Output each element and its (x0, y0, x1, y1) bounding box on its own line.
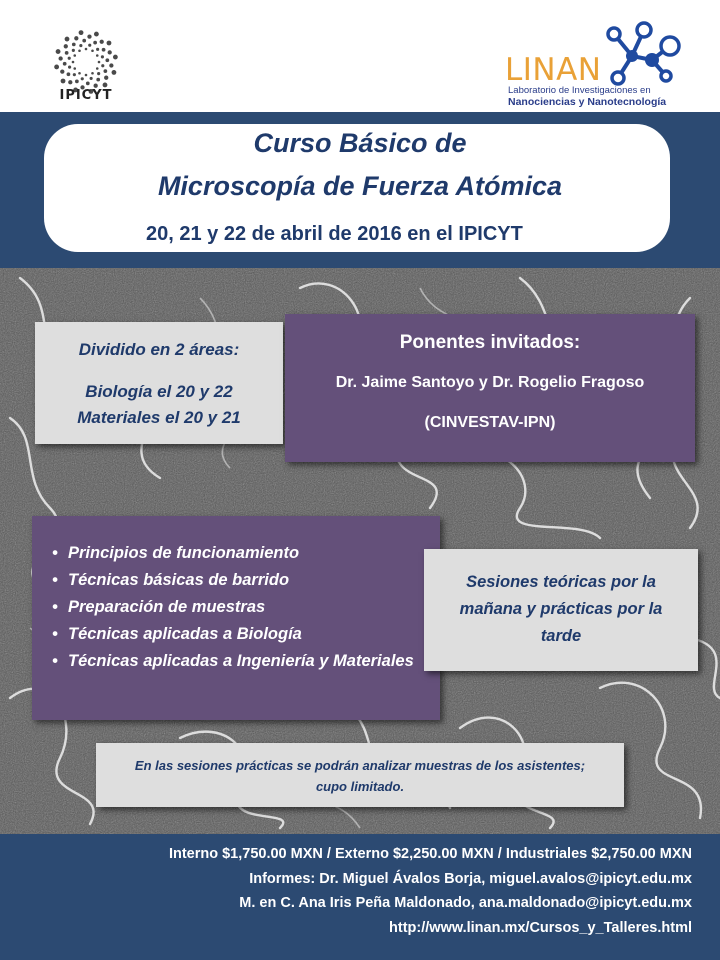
course-title-line-1: Curso Básico de (253, 128, 467, 158)
ipicyt-logo-dot (54, 65, 59, 70)
topic-item: • Preparación de muestras (52, 594, 432, 621)
ipicyt-logo-dot (101, 55, 104, 58)
sessions-box (424, 549, 698, 671)
ipicyt-logo-dot (88, 44, 91, 47)
ipicyt-logo-dot (73, 73, 76, 76)
ipicyt-logo-dot (94, 32, 99, 37)
topics-box (32, 516, 440, 720)
topics-list (52, 540, 432, 675)
footer-info (0, 842, 692, 940)
ipicyt-logo-dot (60, 70, 64, 74)
areas-biology: Biología el 20 y 22 (85, 382, 233, 401)
ipicyt-logo-dot (96, 67, 99, 70)
ipicyt-logo-dot (79, 44, 82, 47)
practice-note-box (96, 743, 624, 807)
ipicyt-logo-dot (78, 49, 81, 52)
ipicyt-logo-dot (97, 72, 100, 75)
speakers-box (285, 314, 695, 462)
ipicyt-logo-dot (96, 78, 100, 82)
ipicyt-logo-dot (82, 39, 86, 43)
ipicyt-logo-dot (104, 76, 108, 80)
ipicyt-logo-dot (72, 49, 75, 52)
linan-logo-text: LINAN (505, 52, 602, 88)
ipicyt-logo-dot (67, 72, 71, 76)
ipicyt-logo-dot (96, 48, 99, 51)
ipicyt-logo-dot (103, 83, 108, 88)
contact-line-1: Informes: Dr. Miguel Ávalos Borja, miguel.avalos@ipicyt.edu.mx (249, 870, 692, 887)
sessions-text: Sesiones teóricas por la mañana y prácticas por la tarde (459, 573, 663, 645)
ipicyt-logo-dot (108, 50, 112, 54)
areas-heading: Dividido en 2 áreas: (78, 340, 240, 359)
ipicyt-logo-dot (101, 64, 104, 67)
ipicyt-logo-dot (86, 81, 90, 85)
ipicyt-logo-dot (56, 49, 61, 54)
course-title-line-2: Microscopía de Fuerza Atómica (157, 171, 563, 201)
ipicyt-logo-dot (113, 55, 118, 60)
ipicyt-logo-dot (112, 70, 117, 75)
ipicyt-logo-dot (72, 61, 75, 64)
ipicyt-logo-dot (61, 79, 66, 84)
ipicyt-logo-dot (73, 67, 76, 70)
ipicyt-logo-dot (100, 40, 104, 44)
speakers-heading: Ponentes invitados: (399, 332, 581, 353)
practice-note-text: En las sesiones prácticas se podrán analizar muestras de los asistentes; cupo limitado. (134, 758, 586, 794)
linan-molecule-icon (604, 16, 684, 88)
ipicyt-logo-dot (85, 48, 88, 51)
speakers-names: Dr. Jaime Santoyo y Dr. Rogelio Fragoso (335, 374, 645, 391)
ipicyt-logo-dot (102, 48, 106, 52)
ipicyt-logo-dot (109, 63, 113, 67)
areas-materials: Materiales el 20 y 21 (77, 408, 241, 427)
topic-item: • Técnicas básicas de barrido (52, 567, 432, 594)
areas-box (35, 322, 283, 444)
ipicyt-logo-dot (68, 57, 71, 60)
course-dates: 20, 21 y 22 de abril de 2016 en el IPICYT (146, 223, 523, 245)
ipicyt-logo-dot (63, 62, 67, 66)
ipicyt-logo-dot (107, 41, 112, 46)
linan-subtitle-1: Laboratorio de Investigaciones en (508, 85, 651, 96)
ipicyt-logo-dot (68, 80, 72, 84)
ipicyt-logo-dot (59, 56, 63, 60)
ipicyt-logo-dot (64, 44, 68, 48)
ipicyt-logo-dot (85, 74, 88, 77)
course-url[interactable]: http://www.linan.mx/Cursos_y_Talleres.html (389, 919, 692, 936)
ipicyt-logo-dot (98, 61, 101, 64)
ipicyt-logo-dot (105, 58, 109, 62)
ipicyt-logo-dot (91, 49, 94, 52)
topic-item: • Principios de funcionamiento (52, 540, 432, 567)
ipicyt-logo-dot (90, 77, 93, 80)
linan-subtitle-2: Nanociencias y Nanotecnología (508, 96, 667, 108)
topic-item: • Técnicas aplicadas a Ingeniería y Materiales (52, 648, 432, 675)
ipicyt-label: IPICYT (59, 88, 113, 103)
ipicyt-logo-dot (65, 51, 69, 55)
ipicyt-logo-dot (93, 41, 97, 45)
ipicyt-logo-dot (75, 80, 79, 84)
topic-item: • Técnicas aplicadas a Biología (52, 621, 432, 648)
price-line: Interno $1,750.00 MXN / Externo $2,250.00 MXN / Industriales $2,750.00 MXN (168, 846, 692, 862)
ipicyt-logo-dot (91, 72, 94, 75)
contact-line-2: M. en C. Ana Iris Peña Maldonado, ana.maldonado@ipicyt.edu.mx (239, 895, 692, 911)
ipicyt-logo-dot (74, 36, 78, 40)
ipicyt-logo-dot (87, 35, 91, 39)
speakers-institution: (CINVESTAV-IPN) (424, 414, 556, 431)
ipicyt-logo-dot (78, 72, 81, 75)
ipicyt-logo-dot (79, 30, 84, 35)
ipicyt-logo-dot (96, 54, 99, 57)
ipicyt-logo-dot (73, 54, 76, 57)
ipicyt-logo-dot (68, 66, 71, 69)
ipicyt-logo-dot (65, 37, 70, 42)
ipicyt-logo-dot (104, 69, 108, 73)
ipicyt-logo-dot (72, 43, 76, 47)
ipicyt-logo-dot (81, 77, 84, 80)
